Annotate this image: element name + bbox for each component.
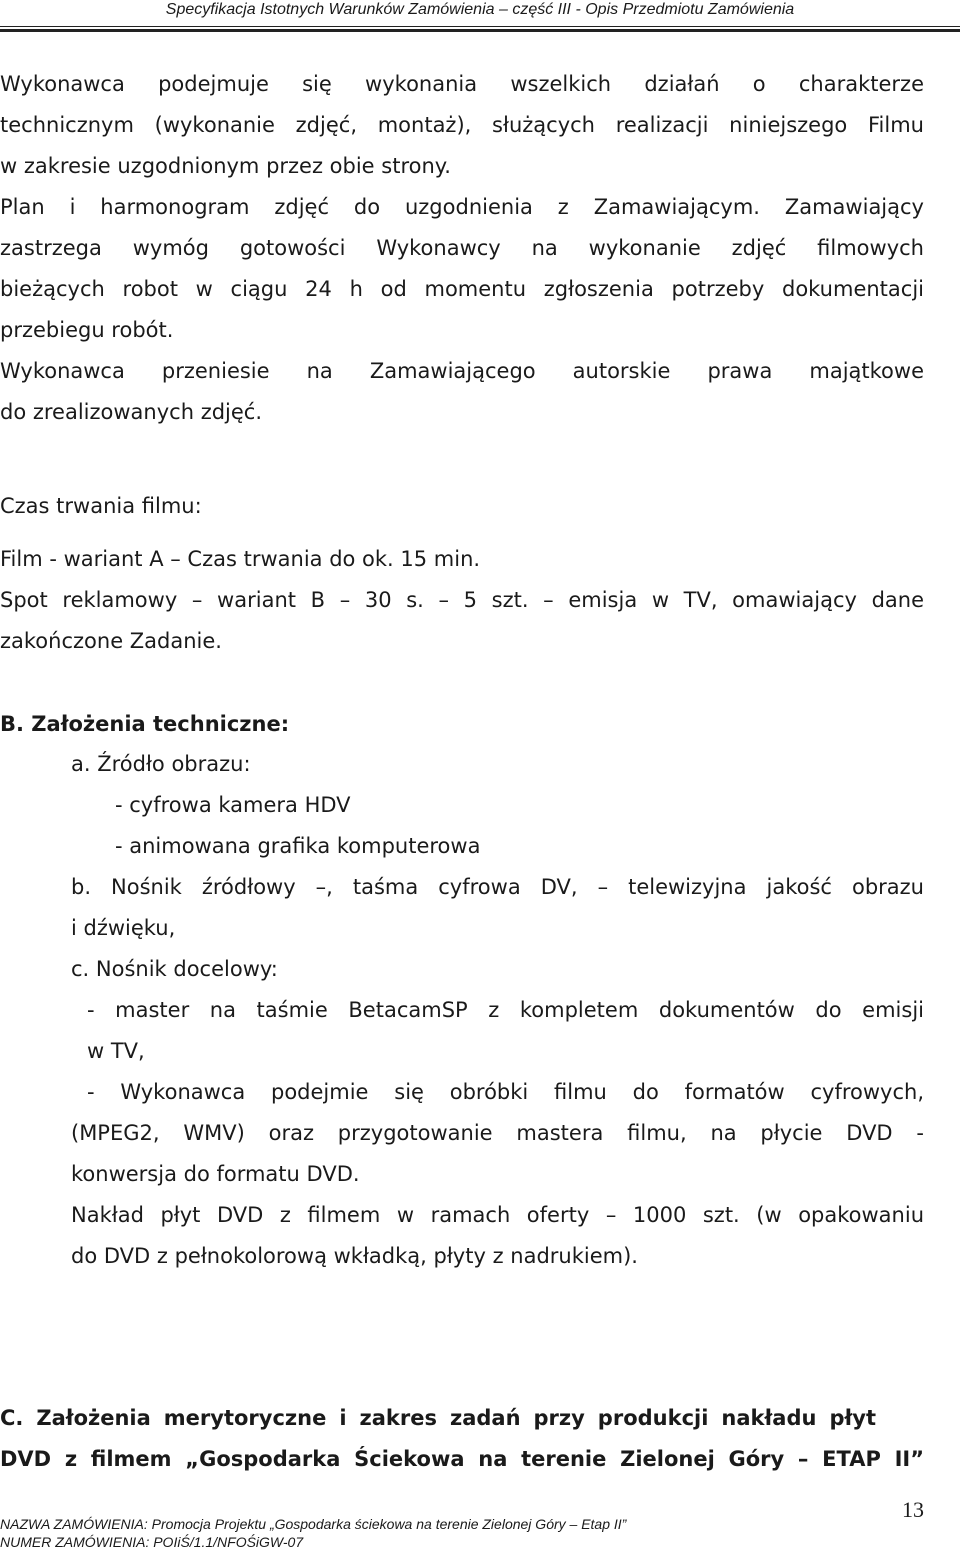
header-title: Specyfikacja Istotnych Warunków Zamówienia – część III - Opis Przedmiotu Zamówienia [165,1,795,18]
body-line: Wykonawca podejmuje się wykonania wszelkich działań o charakterze [0,72,924,96]
header-rule-thick [0,29,960,32]
list-item: a. Źródło obrazu: [71,752,251,776]
section-heading-c: C. Założenia merytoryczne i zakres zadań przy produkcji nakładu płyt [0,1406,876,1430]
body-line: i dźwięku, [71,916,176,940]
section-heading-b: B. Założenia techniczne: [0,712,290,736]
body-line: Wykonawca przeniesie na Zamawiającego autorskie prawa majątkowe [0,359,924,383]
list-item: - master na taśmie BetacamSP z kompletem dokumentów do emisji [87,998,924,1022]
body-line: do DVD z pełnokolorową wkładką, płyty z nadrukiem). [71,1244,638,1268]
body-line: zastrzega wymóg gotowości Wykonawcy na wykonanie zdjęć filmowych [0,236,924,260]
body-line: Spot reklamowy – wariant B – 30 s. – 5 szt. – emisja w TV, omawiający dane [0,588,924,612]
header-rule [0,26,960,27]
page-number: 13 [902,1497,924,1522]
body-line: w zakresie uzgodnionym przez obie strony. [0,154,451,178]
body-line: przebiegu robót. [0,318,174,342]
list-item: - cyfrowa kamera HDV [115,793,351,817]
section-heading-c-cont: DVD z filmem „Gospodarka Ściekowa na terenie Zielonej Góry – ETAP II” [0,1447,924,1471]
list-item: b. Nośnik źródłowy –, taśma cyfrowa DV, – telewizyjna jakość obrazu [71,875,924,899]
body-line: konwersja do formatu DVD. [71,1162,360,1186]
body-line: (MPEG2, WMV) oraz przygotowanie mastera filmu, na płycie DVD - [71,1121,924,1145]
body-line: Nakład płyt DVD z filmem w ramach oferty – 1000 szt. (w opakowaniu [71,1203,924,1227]
list-item: c. Nośnik docelowy: [71,957,278,981]
section-label: Czas trwania filmu: [0,494,202,518]
page-header [0,0,960,30]
body-line: Film - wariant A – Czas trwania do ok. 15 min. [0,547,481,571]
list-item: - animowana grafika komputerowa [115,834,481,858]
body-line: bieżących robot w ciągu 24 h od momentu zgłoszenia potrzeby dokumentacji [0,277,924,301]
list-item: - Wykonawca podejmie się obróbki filmu do formatów cyfrowych, [87,1080,924,1104]
body-line: w TV, [87,1039,145,1063]
body-line: technicznym (wykonanie zdjęć, montaż), służących realizacji niniejszego Filmu [0,113,924,137]
body-line: zakończone Zadanie. [0,629,222,653]
footer-order-name: NAZWA ZAMÓWIENIA: Promocja Projektu „Gospodarka ściekowa na terenie Zielonej Góry – Etap II” [0,1516,627,1532]
body-line: do zrealizowanych zdjęć. [0,400,263,424]
body-line: Plan i harmonogram zdjęć do uzgodnienia z Zamawiającym. Zamawiający [0,195,924,219]
footer-order-number: NUMER ZAMÓWIENIA: POIiŚ/1.1/NFOŚiGW-07 [0,1534,304,1550]
